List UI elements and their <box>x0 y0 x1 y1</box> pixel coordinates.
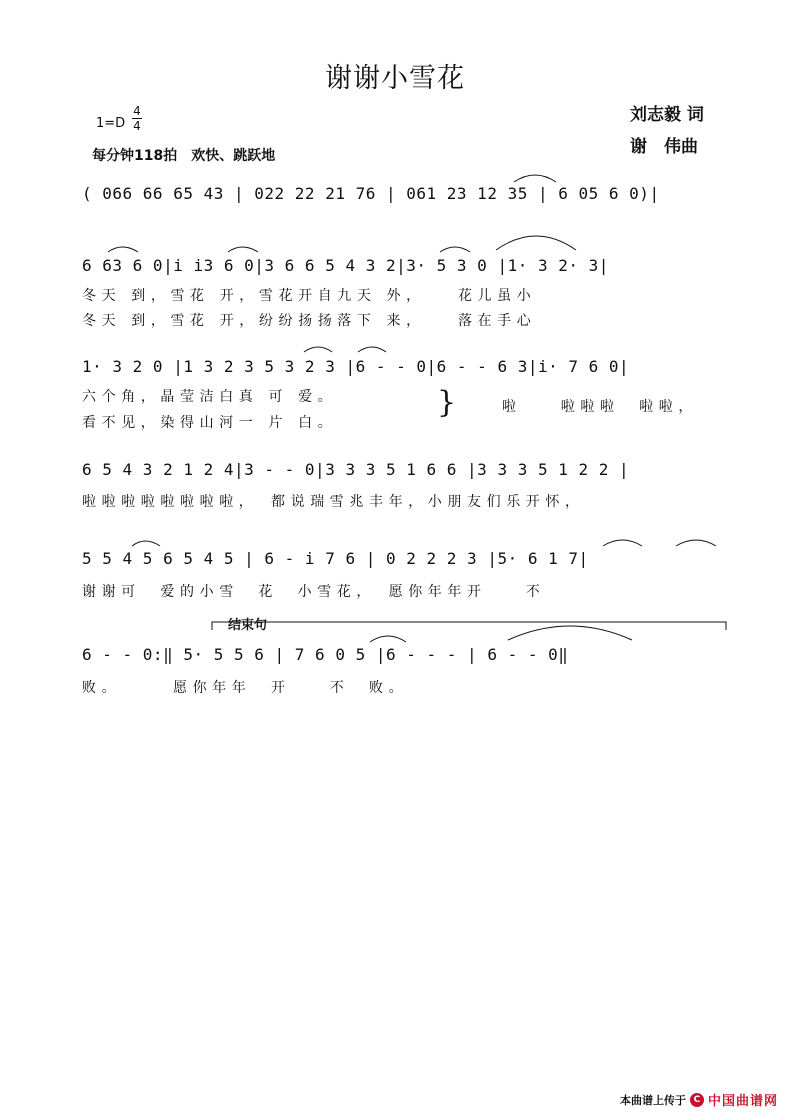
notation-line-4: 6 5 4 3 2 1 2 4|3 - - 0|3 3 3 5 1 6 6 |3 3 3 5 1 2 2 | <box>82 460 630 479</box>
lyric-line-4: 啦啦啦啦啦啦啦啦， 都说瑞雪兆丰年，小朋友们乐开怀， <box>82 494 585 510</box>
slur-mark <box>358 347 386 352</box>
slur-mark <box>132 541 160 546</box>
footer <box>620 1090 778 1109</box>
lyric-line-2-verse-1: 冬天 到，雪花 开，雪花开自九天 外， 花儿虽小 <box>82 288 537 304</box>
slur-mark <box>676 540 716 546</box>
verse-brace: } <box>437 385 457 420</box>
slur-mark <box>603 540 642 546</box>
footer-brand: 中国曲谱网 <box>707 1094 778 1109</box>
tempo-marking: 每分钟118拍 欢快、跳跃地 <box>92 148 276 164</box>
slur-mark <box>508 626 632 640</box>
notation-line-3: 1· 3 2 0 |1 3 2 3 5 3 2 3 |6 - - 0|6 - - 6 3|i· 7 6 0| <box>82 357 630 376</box>
ending-bracket <box>212 622 726 630</box>
page-title: 谢谢小雪花 <box>325 63 465 94</box>
lyric-line-5: 谢谢可 爱的小雪 花 小雪花， 愿你年年开 不 <box>82 584 546 600</box>
footer-text: 本曲谱上传于 <box>619 1093 686 1107</box>
slur-mark <box>514 175 556 182</box>
time-signature-bottom: 4 <box>133 119 141 133</box>
lyricist-credit: 刘志毅 词 <box>630 105 704 125</box>
time-signature-top: 4 <box>133 104 141 118</box>
lyric-line-6: 败。 愿你年年 开 不 败。 <box>82 680 409 696</box>
notation-line-1: ( 066 66 65 43 | 022 22 21 76 | 061 23 12 35 | 6 05 6 0)| <box>82 184 660 203</box>
lyric-line-3-verse-1: 六个角，晶莹洁白真 可 爱。 <box>82 389 338 405</box>
notation-line-2: 6 63 6 0|i i3 6 0|3 6 6 5 4 3 2|3· 5 3 0 |1· 3 2· 3| <box>82 256 609 275</box>
notation-line-6: 6 - - 0:‖ 5· 5 5 6 | 7 6 0 5 |6 - - - | 6 - - 0‖ <box>82 645 569 664</box>
lyric-line-2-verse-2: 冬天 到，雪花 开，纷纷扬扬落下 来， 落在手心 <box>82 313 537 329</box>
slur-mark <box>228 247 258 252</box>
slur-mark <box>304 347 332 352</box>
ending-label: 结束句 <box>228 618 268 633</box>
composer-credit: 谢 伟曲 <box>630 137 698 157</box>
slur-mark <box>370 636 406 642</box>
slur-mark <box>440 247 470 252</box>
lyric-line-3-verse-2: 看不见，染得山河一 片 白。 <box>82 415 338 431</box>
key-signature: 1=D <box>96 116 126 131</box>
logo-icon: C <box>690 1093 704 1107</box>
lyric-line-3-refrain: 啦 啦啦啦 啦啦， <box>502 399 698 415</box>
notation-line-5: 5 5 4 5 6 5 4 5 | 6 - i 7 6 | 0 2 2 2 3 |5· 6 1 7| <box>82 549 589 568</box>
slur-mark <box>496 236 576 250</box>
slur-mark <box>108 247 138 252</box>
